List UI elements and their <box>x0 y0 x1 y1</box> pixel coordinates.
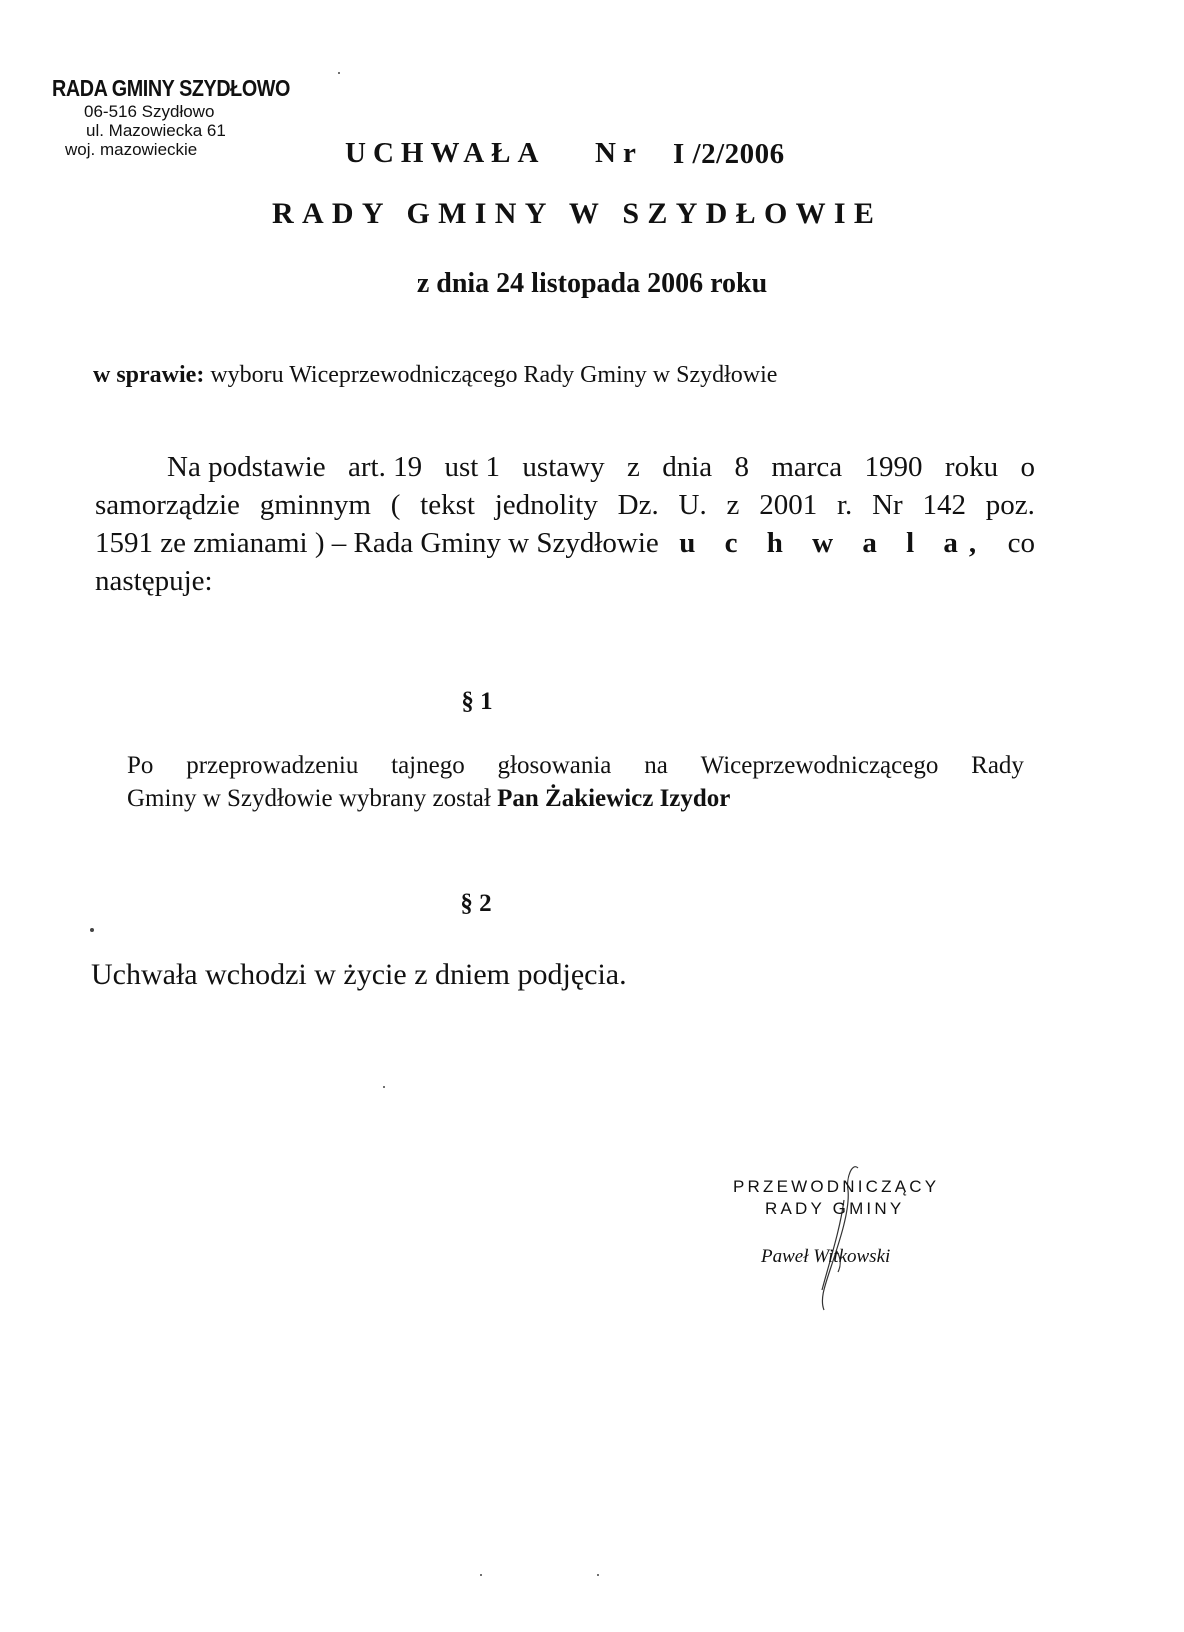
word: jednolity <box>494 489 598 521</box>
preamble-line-3-text: 1591 ze zmianami ) – Rada Gminy w Szydłowie <box>95 527 659 559</box>
word: Rady <box>971 752 1024 779</box>
preamble-line-3 <box>95 524 1035 562</box>
scan-speck <box>597 1574 599 1576</box>
word: 2001 <box>759 489 818 521</box>
word: tajnego <box>391 752 465 779</box>
resolution-number: I /2/2006 <box>673 138 785 170</box>
word: Po <box>127 752 154 779</box>
subject-text: wyboru Wiceprzewodniczącego Rady Gminy w Szydłowie <box>210 362 778 388</box>
section-1-mark: § 1 <box>461 688 493 715</box>
preamble-line-3-end: co <box>1007 527 1035 559</box>
resolution-nr-label: Nr <box>595 137 643 169</box>
resolution-title: UCHWAŁA <box>345 137 546 169</box>
preamble-line-4-text: następuje: <box>95 565 213 597</box>
word: Na podstawie <box>167 451 326 483</box>
word: Nr <box>872 489 903 521</box>
word: gminnym <box>259 489 371 521</box>
word: z <box>626 451 640 483</box>
word: roku <box>944 451 999 483</box>
stamp-voivodeship: woj. mazowieckie <box>65 140 198 159</box>
word: tekst <box>420 489 475 521</box>
word: U. <box>678 489 707 521</box>
word: ustawy <box>522 451 605 483</box>
word: o <box>1020 451 1035 483</box>
stamp-title: RADA GMINY SZYDŁOWO <box>52 75 290 101</box>
section-1-line-2 <box>127 782 1024 815</box>
word: na <box>644 752 668 779</box>
section-1-line-2-text: Gminy w Szydłowie wybrany został <box>127 785 491 812</box>
word: ( <box>390 489 401 521</box>
word: art. 19 <box>348 451 423 483</box>
section-1-line-1 <box>127 749 1024 782</box>
section-1-text <box>127 749 1024 815</box>
word: r. <box>836 489 853 521</box>
word: samorządzie <box>95 489 240 521</box>
section-2-text: Uchwała wchodzi w życie z dniem podjęcia. <box>91 958 627 991</box>
subject-label: w sprawie: <box>93 362 205 388</box>
resolution-date <box>0 268 1184 300</box>
subject-line <box>93 362 777 389</box>
word: Wiceprzewodniczącego <box>700 752 939 779</box>
preamble-line-2 <box>95 486 1035 524</box>
word: z <box>726 489 740 521</box>
word: dnia <box>662 451 713 483</box>
word: ust 1 <box>444 451 501 483</box>
word: przeprowadzeniu <box>186 752 359 779</box>
section-2-mark: § 2 <box>460 890 492 917</box>
word: marca <box>771 451 843 483</box>
scan-speck <box>90 928 94 932</box>
stamp-street: ul. Mazowiecka 61 <box>86 121 226 140</box>
word: 1990 <box>864 451 923 483</box>
resolves-keyword: u c h w a l a, <box>679 527 988 559</box>
word: 8 <box>734 451 749 483</box>
word: głosowania <box>497 752 612 779</box>
scan-speck <box>338 72 340 74</box>
signatory-role: PRZEWODNICZĄCY <box>733 1177 940 1196</box>
word: Dz. <box>617 489 659 521</box>
preamble-line-4 <box>95 562 1035 600</box>
word: poz. <box>985 489 1035 521</box>
scan-speck <box>480 1574 482 1576</box>
preamble-line-1 <box>95 448 1035 486</box>
council-name-heading: RADY GMINY W SZYDŁOWIE <box>272 197 883 230</box>
word: 142 <box>922 489 966 521</box>
elected-person-name: Pan Żakiewicz Izydor <box>497 785 731 812</box>
stamp-postal-code: 06-516 Szydłowo <box>84 102 215 121</box>
signatory-name: Paweł Witkowski <box>761 1246 891 1267</box>
resolution-date-text: z dnia 24 listopada 2006 roku <box>416 268 768 299</box>
council-stamp <box>52 74 312 159</box>
signatory-body: RADY GMINY <box>765 1199 905 1218</box>
preamble-paragraph <box>95 448 1035 600</box>
signature-block <box>733 1176 973 1268</box>
scan-speck <box>383 1086 385 1088</box>
